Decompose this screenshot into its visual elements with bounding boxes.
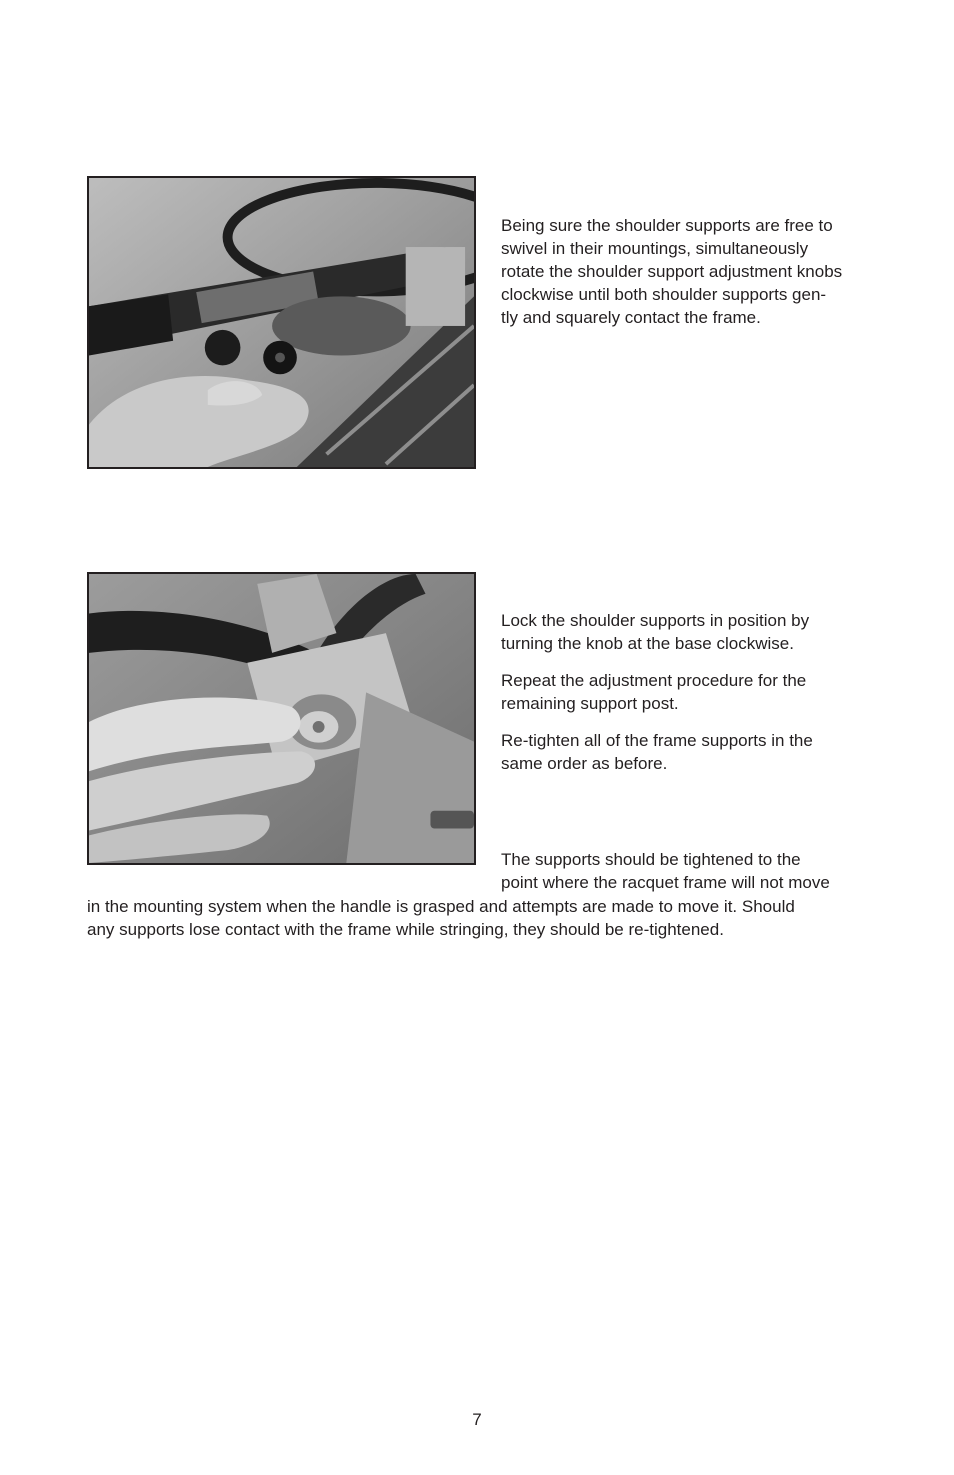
text-line: Re-tighten all of the frame supports in the	[501, 731, 813, 750]
text-line: swivel in their mountings, simultaneously	[501, 239, 809, 258]
text-line: in the mounting system when the handle is grasped and attempts are made to move it. Should	[87, 897, 795, 916]
text-line: same order as before.	[501, 754, 668, 773]
text-line: The supports should be tightened to the	[501, 850, 801, 869]
paragraph-tightness-right	[501, 848, 891, 894]
text-line: any supports lose contact with the frame while stringing, they should be re-tightened.	[87, 920, 724, 939]
text-line: tly and squarely contact the frame.	[501, 308, 761, 327]
paragraph-retighten	[501, 729, 891, 775]
photo-adjustment-knobs	[87, 176, 476, 469]
text-line: Lock the shoulder supports in position by	[501, 611, 810, 630]
photo-lock-shoulder-support	[87, 572, 476, 865]
text-line: clockwise until both shoulder supports gen-	[501, 285, 827, 304]
page-number: 7	[472, 1410, 482, 1429]
text-line: point where the racquet frame will not move	[501, 873, 830, 892]
text-line: rotate the shoulder support adjustment knobs	[501, 262, 843, 281]
paragraph-repeat-procedure	[501, 669, 891, 715]
paragraph-lock-supports	[501, 609, 891, 655]
text-line: remaining support post.	[501, 694, 679, 713]
paragraph-adjust-knobs	[501, 214, 891, 329]
text-line: Repeat the adjustment procedure for the	[501, 671, 807, 690]
text-line: turning the knob at the base clockwise.	[501, 634, 794, 653]
shoulder-support-lock-photo-icon	[89, 574, 474, 863]
racquet-mount-knob-photo-icon	[89, 178, 474, 467]
paragraph-tightness-full	[87, 895, 897, 941]
text-line: Being sure the shoulder supports are free to	[501, 216, 833, 235]
